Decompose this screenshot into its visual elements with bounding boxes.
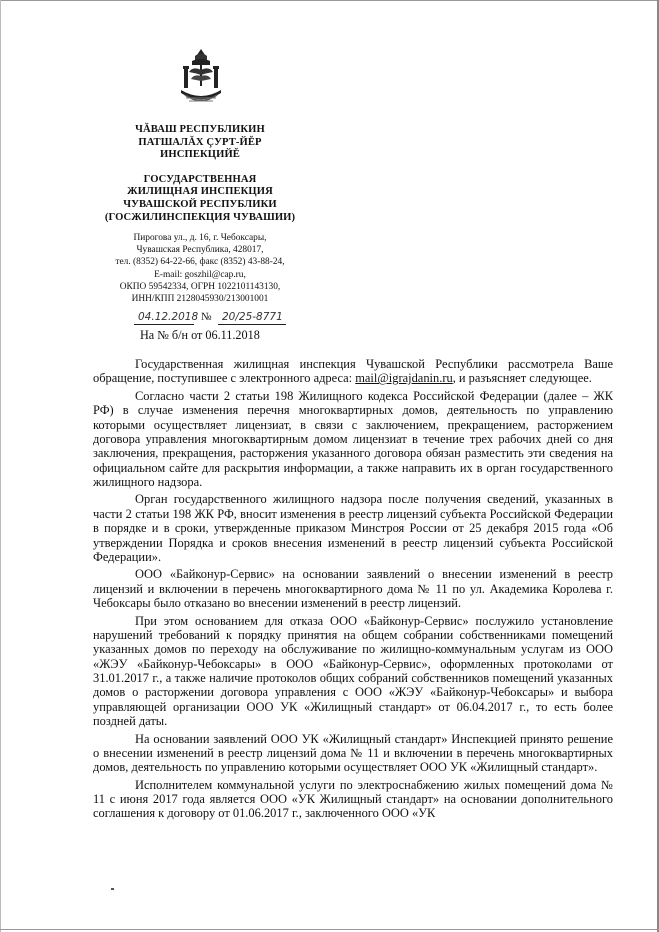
paragraph: ООО «Байконур-Сервис» на основании заявлений о внесении изменений в реестр лицензий и включении в перечень многоквартирного дома № 11 по ул. Академика Королева г. Чебоксары было отказано во внесении изменений в реестр лицензий. [93,567,613,611]
address-line: тел. (8352) 64-22-66, факс (8352) 43-88-24, [115,257,285,268]
chuvash-emblem-icon [176,46,226,108]
page-edge-left [0,0,1,932]
page-edge-bottom [0,929,659,930]
letter-body [93,357,613,824]
address-line: Пирогова ул., д. 16, г. Чебоксары, [133,233,267,243]
russian-name-line: (ГОСЖИЛИНСПЕКЦИЯ ЧУВАШИИ) [104,211,296,223]
chuvash-name-line: ЧĂВАШ РЕСПУБЛИКИН [135,124,265,135]
registration-number-label: № [201,311,212,323]
address-block [102,232,298,305]
organization-name [100,124,300,224]
address-line: ОКПО 59542334, ОГРН 1022101143130, [119,281,281,292]
paragraph: Исполнителем коммунальной услуги по электроснабжению жилых помещений дома № 11 с июня 2017 года является ООО «УК Жилищный стандарт» на основании дополнительного соглашения к договору от 01.06.2017 г., заключенного ООО «УК [93,777,613,821]
russian-name-line: ЧУВАШСКОЙ РЕСПУБЛИКИ [123,198,277,210]
registration-number: 20/25-8771 [222,311,283,323]
registration-line [138,311,288,327]
paragraph: На основании заявлений ООО УК «Жилищный стандарт» Инспекцией принято решение о внесении изменений в реестр лицензий дома № 11 и включении в перечень многоквартирных домов, деятельность по управлению которыми осуществляет ООО УК «Жилищный стандарт». [93,731,613,775]
russian-name-line: ГОСУДАРСТВЕННАЯ [143,173,257,185]
sender-email-link[interactable]: mail@igrajdanin.ru [355,371,453,386]
reference-line: На № б/н от 06.11.2018 [140,328,260,342]
address-line: E-mail: goszhil@cap.ru, [154,269,246,280]
paragraph: Согласно части 2 статьи 198 Жилищного кодекса Российской Федерации (далее – ЖК РФ) в случае изменения перечня многоквартирных домов, деятельность по управлению которыми осуществляет лицензиат, в связи с заключением, прекращением, расторжением договора управления многоквартирным домом лицензиат в течение трех рабочих дней со дня заключения, прекращения, расторжения указанного договора обязан разместить эти сведения на официальном сайте для раскрытия информации, а также направить их в орган государственного жилищного надзора. [93,388,613,489]
registration-date: 04.12.2018 [138,311,199,323]
scan-speck [111,888,114,890]
chuvash-name-line: ИНСПЕКЦИЙĔ [160,149,240,161]
russian-name-line: ЖИЛИЩНАЯ ИНСПЕКЦИЯ [127,186,273,198]
chuvash-name-line: ПАТШАЛĂХ ÇУРТ-ЙĔР [138,136,262,148]
address-line: Чувашская Республика, 428017, [136,245,264,256]
page-edge-top [0,0,659,1]
address-line: ИНН/КПП 2128045930/213001001 [131,294,269,305]
paragraph: При этом основанием для отказа ООО «Байконур-Сервис» послужило установление нарушений требований к порядку принятия на общем собрании собственниками помещений указанных домов по переходу на обслуживание по жилищно-коммунальным услугам из ООО «ЖЭУ «Байконур-Чебоксары» в ООО «Байконур-Сервис», оформленных протоколами от 31.01.2017 г., а также наличие протоколов общих собраний собственников помещений указанных домов о расторжении договора управления с ООО «ЖЭУ «Байконур-Чебоксары» и выбора управляющей организации ООО УК «Жилищный стандарт» от 06.04.2017 г., то есть более поздней даты. [93,613,613,728]
paragraph: Орган государственного жилищного надзора после получения сведений, указанных в части 2 статьи 198 ЖК РФ, вносит изменения в реестр лицензий субъекта Российской Федерации в порядке и в сроки, утвержденные приказом Минстроя России от 25 декабря 2015 года «Об утверждении Порядка и сроков внесения изменений в реестр лицензий субъекта Российской Федерации». [93,492,613,564]
paragraph: Государственная жилищная инспекция Чувашской Республики рассмотрела Ваше обращение, поступившее с электронного адреса: mail@igrajdanin.ru, и разъясняет следующее. [93,357,613,386]
